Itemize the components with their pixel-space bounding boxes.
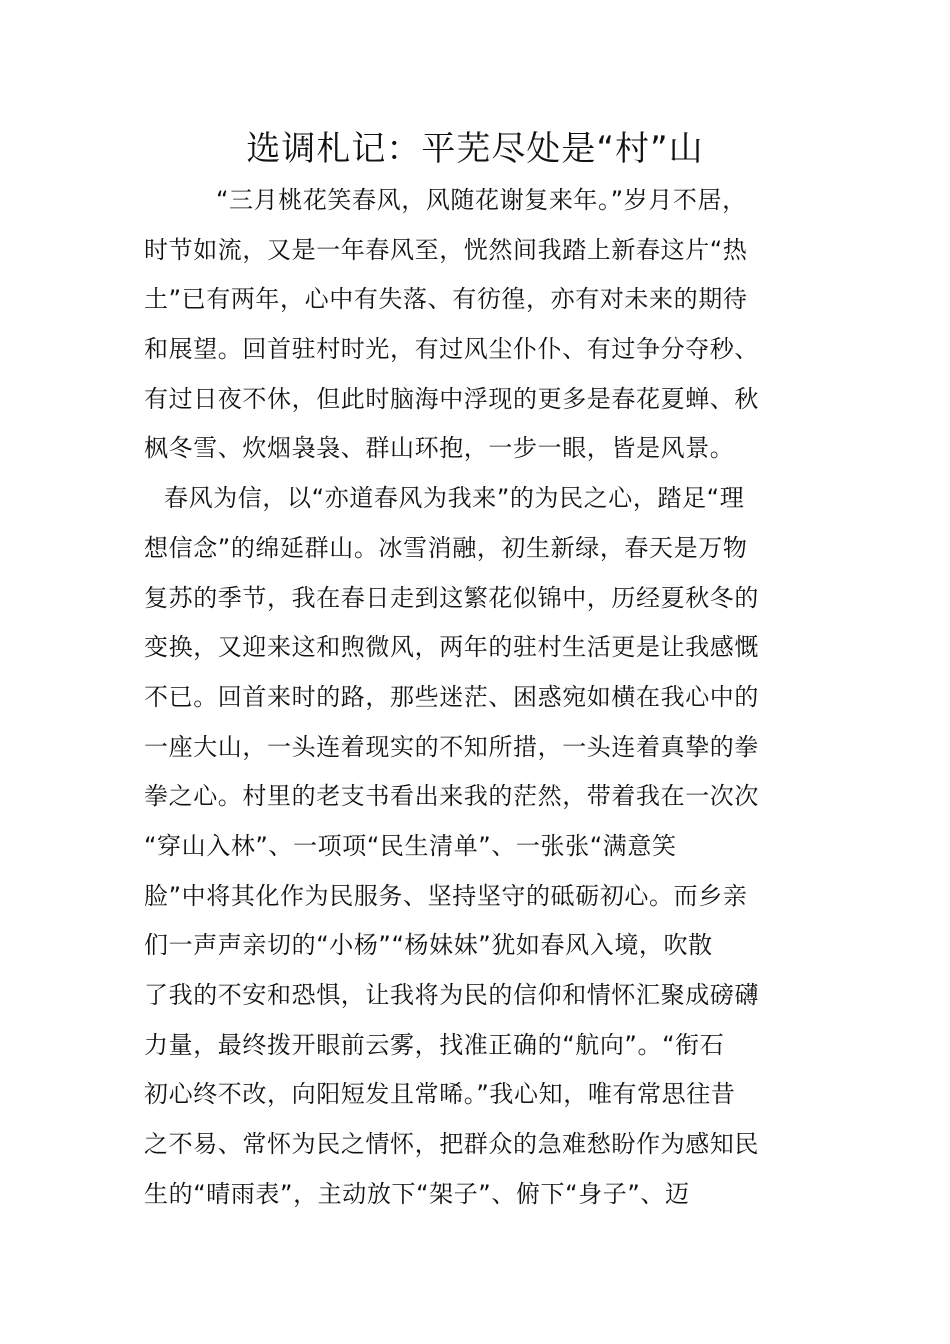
text-line: 一座大山，一头连着现实的不知所措，一头连着真挚的拳 [144, 732, 759, 761]
text-line: 不已。回首来时的路，那些迷茫、困惑宛如横在我心中的 [144, 682, 759, 711]
text-line: 了我的不安和恐惧，让我将为民的信仰和情怀汇聚成磅礴 [144, 981, 759, 1009]
text-line: 脸”中将其化作为民服务、坚持坚守的砥砺初心。而乡亲 [144, 881, 748, 910]
text-line: 生的“晴雨表”，主动放下“架子”、俯下“身子”、迈 [144, 1179, 690, 1208]
text-line: 土”已有两年，心中有失落、有彷徨，亦有对未来的期待 [144, 285, 748, 314]
text-line: 变换，又迎来这和煦微风，两年的驻村生活更是让我感慨 [144, 633, 759, 662]
text-line: 之不易、常怀为民之情怀，把群众的急难愁盼作为感知民 [144, 1130, 759, 1159]
text-line: 枫冬雪、炊烟袅袅、群山环抱，一步一眼，皆是风景。 [144, 434, 735, 463]
text-line: 们一声声亲切的“小杨”“杨妹妹”犹如春风入境，吹散 [144, 931, 713, 960]
text-line: 春风为信，以“亦道春风为我来”的为民之心，踏足“理 [164, 484, 745, 513]
text-line: 力量，最终拨开眼前云雾，找准正确的“航向”。“衔石 [144, 1030, 725, 1059]
document-body [144, 176, 814, 1219]
text-line: 时节如流，又是一年春风至，恍然间我踏上新春这片“热 [144, 235, 748, 264]
text-line: 想信念”的绵延群山。冰雪消融，初生新绿，春天是万物 [144, 533, 748, 562]
text-line: “穿山入林”、一项项“民生清单”、一张张“满意笑 [144, 831, 677, 860]
document-title: 选调札记：平芜尽处是“村”山 [246, 129, 704, 169]
text-line: 复苏的季节，我在春日走到这繁花似锦中，历经夏秋冬的 [144, 583, 759, 612]
text-line: 初心终不改，向阳短发且常晞。”我心知，唯有常思往昔 [144, 1080, 736, 1109]
text-line: 和展望。回首驻村时光，有过风尘仆仆、有过争分夺秒、 [144, 335, 759, 364]
text-line: “三月桃花笑春风，风随花谢复来年。”岁月不居， [216, 186, 747, 214]
text-line: 拳之心。村里的老支书看出来我的茫然，带着我在一次次 [144, 782, 759, 811]
text-line: 有过日夜不休，但此时脑海中浮现的更多是春花夏蝉、秋 [144, 384, 759, 413]
